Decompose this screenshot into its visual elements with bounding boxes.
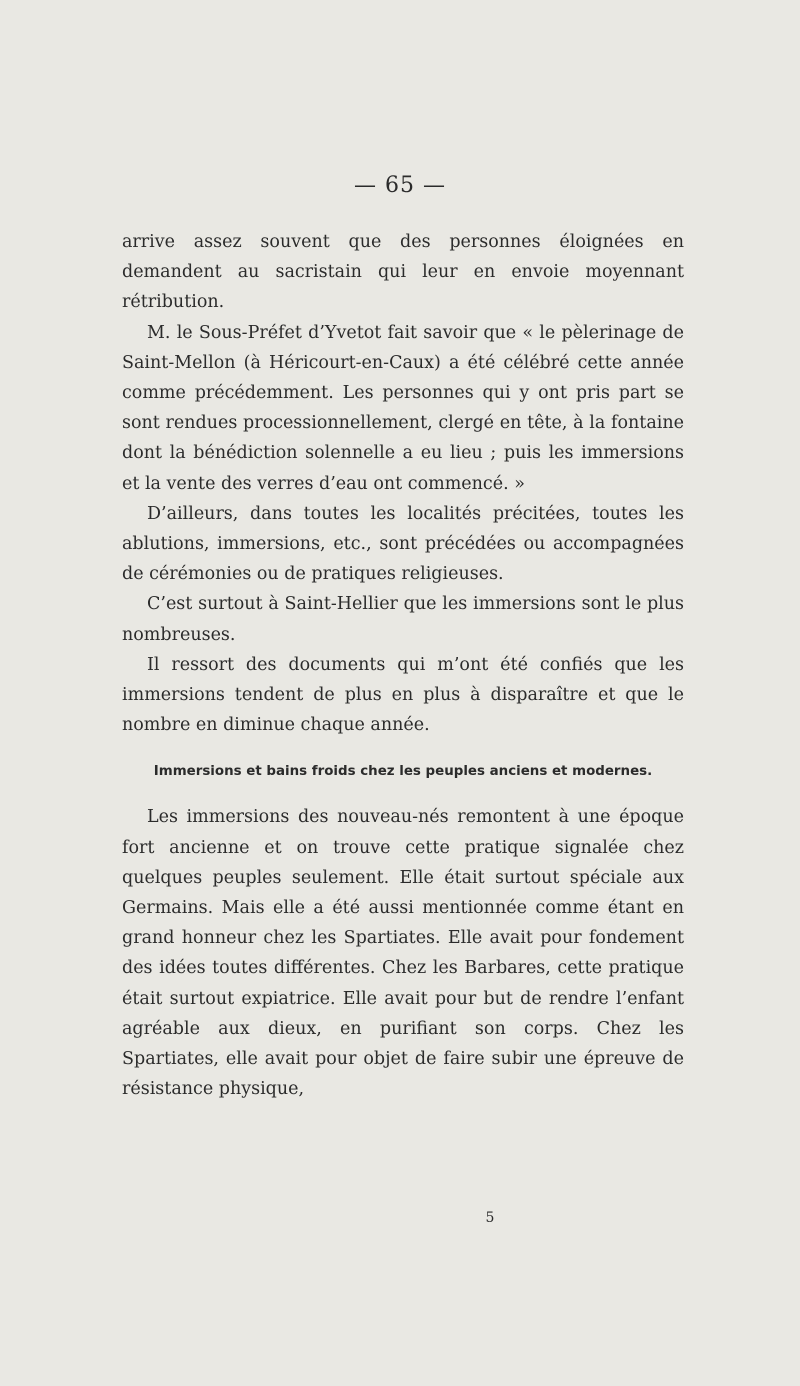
page-number: — 65 — (354, 173, 446, 198)
paragraph: M. le Sous-Préfet d’Yvetot fait savoir que « le pèlerinage de Saint-Mellon (à Héricourt-en-Caux) a été célébré cette année comme précédemment. Les personnes qui y ont pris part se sont rendues processionnellement, clergé en tête, à la fontaine dont la bénédiction solennelle a eu lieu ; puis les immersions et la vente des verres d’eau ont commencé. » (122, 322, 684, 494)
body-text (122, 227, 684, 1104)
paragraph: arrive assez souvent que des personnes éloignées en demandent au sacristain qui leur en envoie moyennant rétribution. (122, 232, 684, 313)
paragraph: C’est surtout à Saint-Hellier que les immersions sont le plus nombreuses. (122, 594, 684, 645)
section-heading: Immersions et bains froids chez les peuples anciens et modernes. (153, 764, 653, 780)
paragraph: Les immersions des nouveau-nés remontent à une époque fort ancienne et on trouve cette pratique signalée chez quelques peuples seulement. Elle était surtout spéciale aux Germains. Mais elle a été aussi mentionnée comme étant en grand honneur chez les Spartiates. Elle avait pour fondement des idées toutes différentes. Chez les Barbares, cette pratique était surtout expiatrice. Elle avait pour but de rendre l’enfant agréable aux dieux, en purifiant son corps. Chez les Spartiates, elle avait pour objet de faire subir une épreuve de résistance physique, (122, 807, 684, 1100)
paragraph: Il ressort des documents qui m’ont été confiés que les immersions tendent de plus en plus à disparaître et que le nombre en diminue chaque année. (122, 654, 684, 736)
paragraph: D’ailleurs, dans toutes les localités précitées, toutes les ablutions, immersions, etc., sont précédées ou accompagnées de cérémonies ou de pratiques religieuses. (122, 503, 684, 585)
signature-mark: 5 (485, 1210, 495, 1226)
